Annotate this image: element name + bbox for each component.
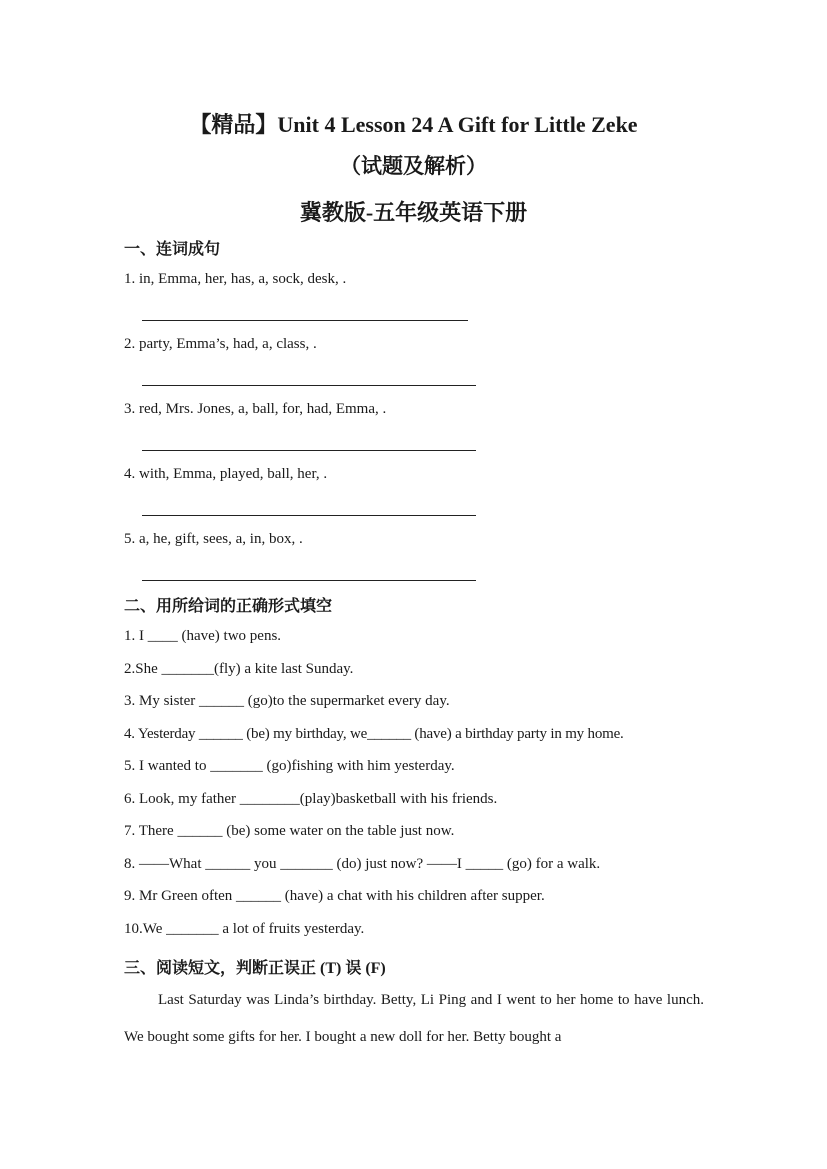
reading-passage: [124, 982, 704, 1056]
section-heading-2: 二、用所给词的正确形式填空: [124, 598, 333, 615]
question-item: 8. ——What ______ you _______ (do) just now? ——I _____ (go) for a walk.: [124, 856, 601, 872]
passage-line-2: have lunch. We bought some gifts for her. I bought a new doll for her. Betty bought a: [124, 992, 705, 1045]
passage-line-1: Last Saturday was Linda’s birthday. Betty, Li Ping and I went to her home to: [158, 992, 630, 1008]
question-item: 3. My sister ______ (go)to the supermarket every day.: [124, 693, 450, 709]
question-item: 5. I wanted to _______ (go)fishing with him yesterday.: [124, 758, 455, 774]
question-item: 6. Look, my father ________(play)basketball with his friends.: [124, 791, 498, 807]
question-item: 1. I ____ (have) two pens.: [124, 628, 282, 644]
answer-line: [142, 320, 468, 321]
question-item: 10.We _______ a lot of fruits yesterday.: [124, 921, 365, 937]
question-item: 2. party, Emma’s, had, a, class, .: [124, 336, 317, 352]
answer-line: [142, 450, 476, 451]
textbook-name: 冀教版-五年级英语下册: [299, 200, 528, 225]
question-item: 3. red, Mrs. Jones, a, ball, for, had, Emma, .: [124, 401, 387, 417]
answer-line: [142, 385, 476, 386]
question-item: 5. a, he, gift, sees, a, in, box, .: [124, 531, 303, 547]
document-subtitle: （试题及解析）: [340, 154, 487, 178]
document-title: 【精品】Unit 4 Lesson 24 A Gift for Little Zeke: [189, 112, 638, 137]
answer-line: [142, 515, 476, 516]
question-item: 7. There ______ (be) some water on the table just now.: [124, 823, 455, 839]
section-heading-1: 一、连词成句: [124, 241, 221, 258]
section-heading-3: 三、阅读短文，判断正误正 (T) 误 (F): [124, 960, 386, 977]
question-item: 9. Mr Green often ______ (have) a chat with his children after supper.: [124, 888, 545, 904]
question-item: 4. Yesterday ______ (be) my birthday, we______ (have) a birthday party in my home.: [124, 726, 624, 742]
question-item: 4. with, Emma, played, ball, her, .: [124, 466, 328, 482]
question-item: 1. in, Emma, her, has, a, sock, desk, .: [124, 271, 347, 287]
question-item: 2.She _______(fly) a kite last Sunday.: [124, 661, 354, 677]
answer-line: [142, 580, 476, 581]
